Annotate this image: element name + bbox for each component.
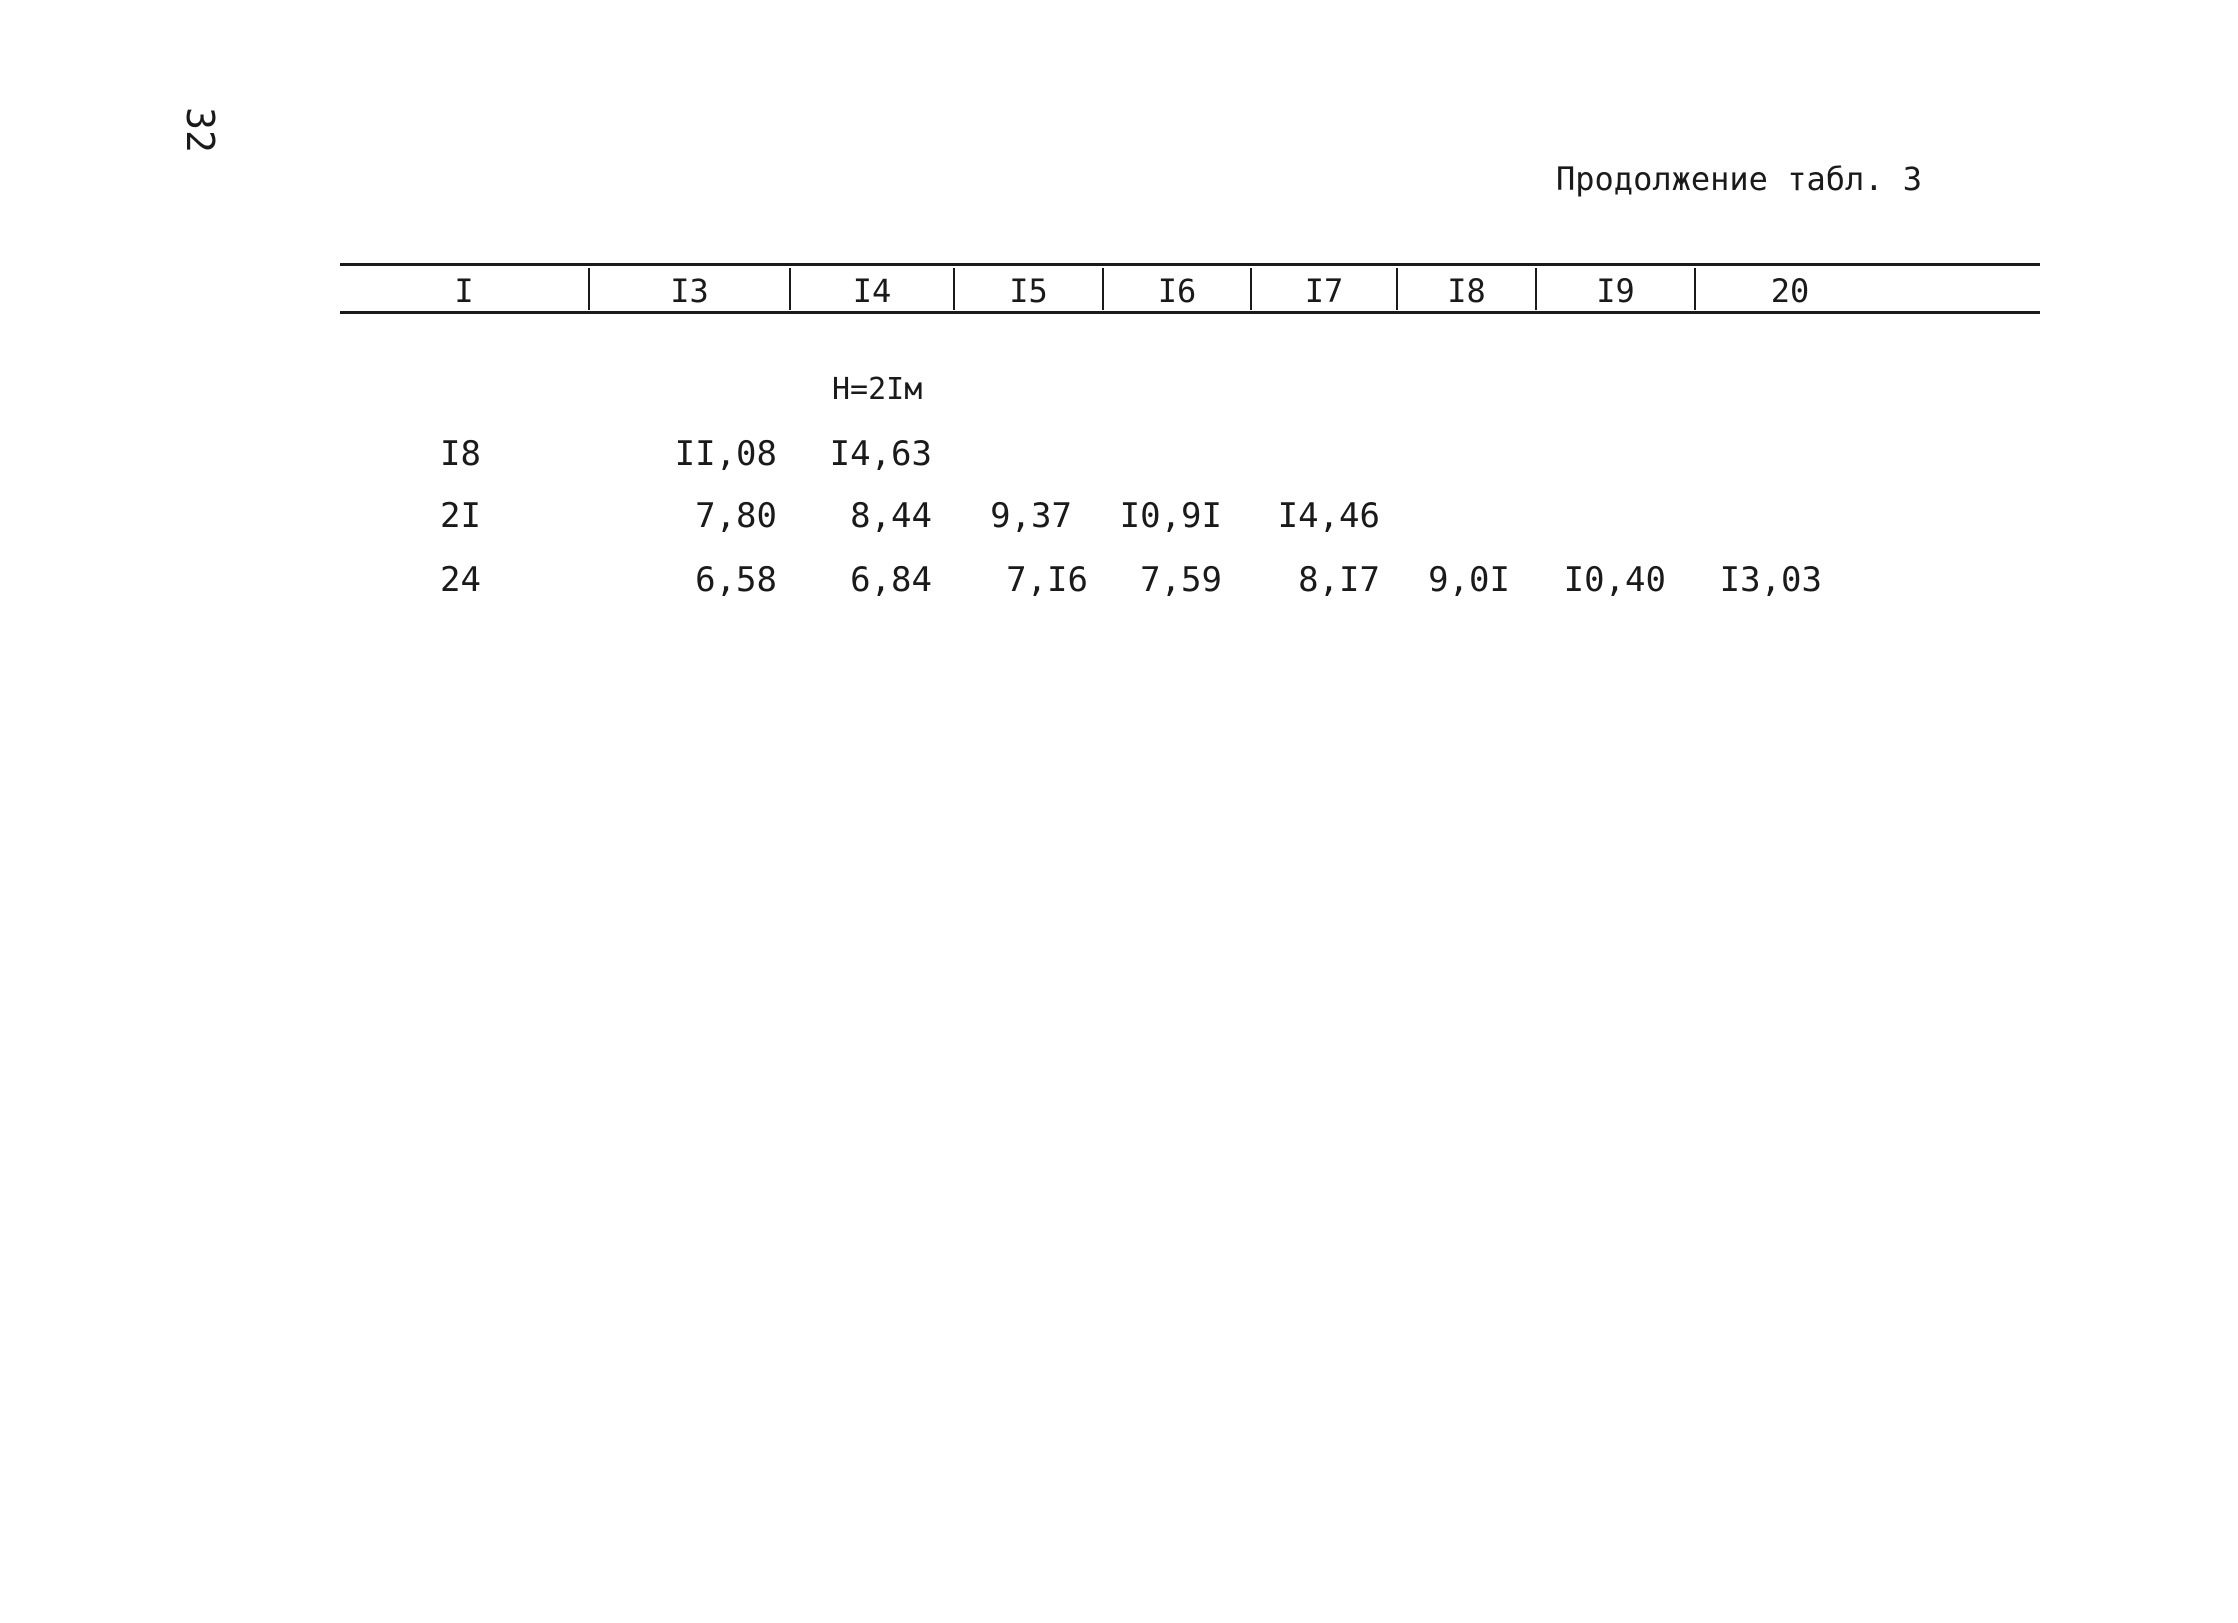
table-cell: 9,0I <box>1428 560 1510 600</box>
table-cell: I0,9I <box>1119 496 1222 536</box>
header-cell: I7 <box>1304 272 1344 310</box>
header-cell: I4 <box>852 272 892 310</box>
header-cell: I5 <box>1009 272 1048 310</box>
table-cell: 7,80 <box>695 496 777 536</box>
table-cell: 7,I6 <box>1006 560 1088 600</box>
page-number: 32 <box>178 107 222 153</box>
table-cell: 7,59 <box>1140 560 1222 600</box>
header-cell: I9 <box>1596 272 1635 310</box>
table-cell: I0,40 <box>1563 560 1666 600</box>
table-cell: 8,I7 <box>1298 560 1380 600</box>
table-cell: 6,58 <box>695 560 777 600</box>
table-cell: 8,44 <box>850 496 932 536</box>
table-caption: Продолжение табл. 3 <box>1556 160 1923 198</box>
header-cell: I6 <box>1157 272 1197 310</box>
row-label: 2I <box>440 496 481 536</box>
table-subheading: H=2Iм <box>832 372 923 407</box>
row-label: 24 <box>440 560 481 600</box>
table-cell: I4,46 <box>1277 496 1380 536</box>
header-cell: I8 <box>1447 272 1486 310</box>
table-top-rule <box>340 263 2040 266</box>
row-label: I8 <box>440 434 481 474</box>
table-cell: 6,84 <box>850 560 932 600</box>
table-cell: 9,37 <box>990 496 1072 536</box>
table-cell: I4,63 <box>829 434 932 474</box>
table-cell: II,08 <box>674 434 777 474</box>
table-cell: I3,03 <box>1719 560 1822 600</box>
header-cell: I <box>454 272 474 310</box>
header-cell: 20 <box>1770 272 1810 310</box>
table-header-bottom-rule <box>340 311 2040 314</box>
header-cell: I3 <box>670 272 709 310</box>
